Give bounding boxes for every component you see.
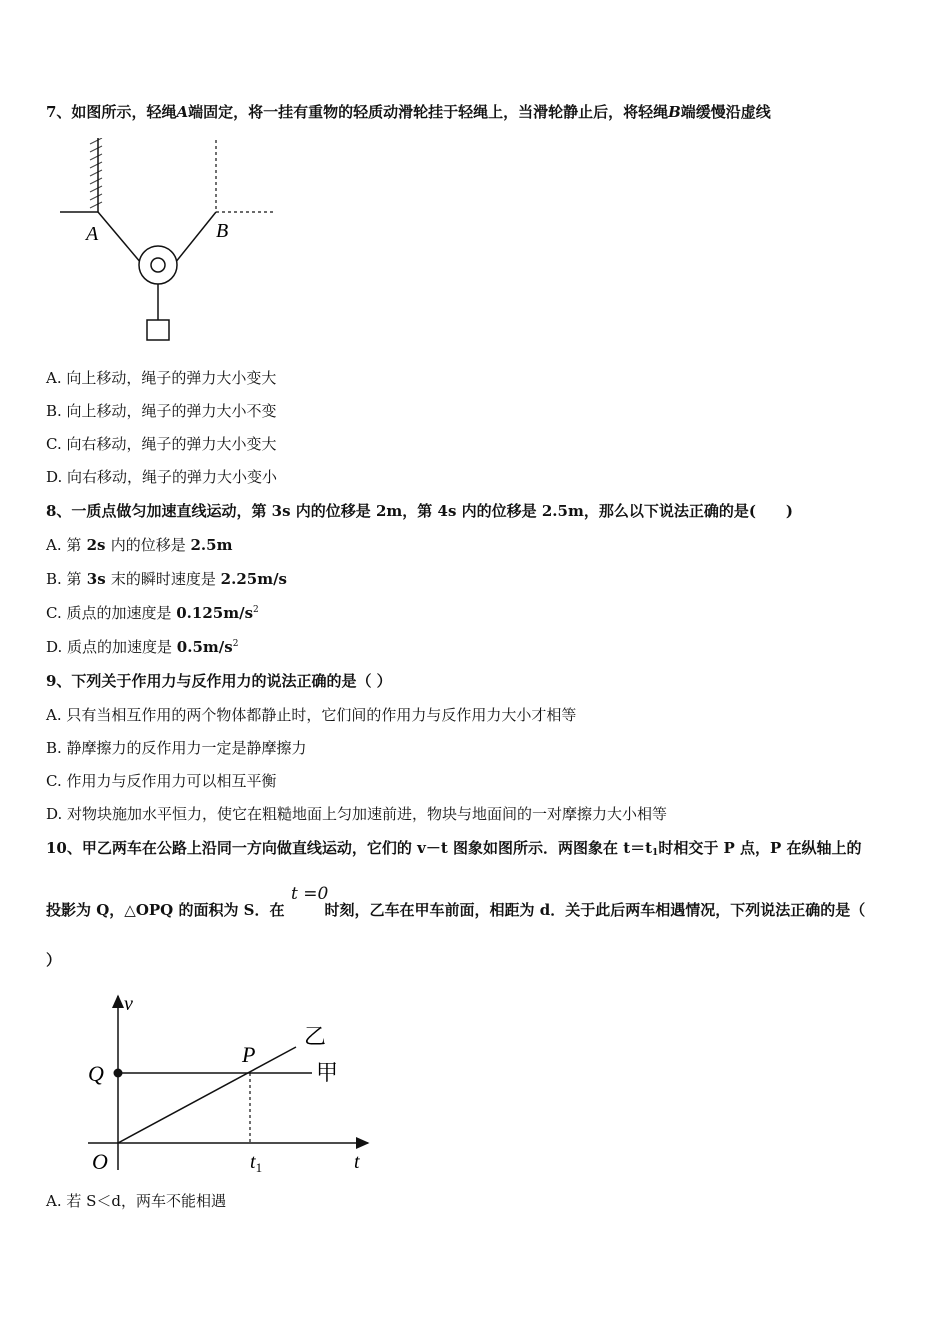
q7-option-a: A. 向上移动，绳子的弹力大小变大 <box>46 369 277 387</box>
origin-label: O <box>92 1149 108 1174</box>
label-q: Q <box>88 1061 104 1086</box>
q8-option-a: A. 第 2s 内的位移是 2.5m <box>46 536 233 554</box>
line-yi <box>118 1047 296 1143</box>
q9-option-a: A. 只有当相互作用的两个物体都静止时，它们间的作用力与反作用力大小才相等 <box>46 706 577 724</box>
q9-option-d: D. 对物块施加水平恒力，使它在粗糙地面上匀加速前进，物块与地面间的一对摩擦力大小相等 <box>46 805 668 823</box>
q8-stem: 8、一质点做匀加速直线运动，第 3s 内的位移是 2m，第 4s 内的位移是 2.5m，那么以下说法正确的是( ) <box>46 502 794 520</box>
q7-option-c: C. 向右移动，绳子的弹力大小变大 <box>46 435 277 453</box>
axis-v-label: v <box>124 993 133 1015</box>
label-yi: 乙 <box>304 1024 327 1049</box>
vt-graph <box>82 986 382 1178</box>
rope-right <box>175 212 216 263</box>
q10-option-a: A. 若 S＜d，两车不能相遇 <box>46 1192 227 1210</box>
label-a: A <box>86 223 99 245</box>
q10-stem-line2: 投影为 Q，△OPQ 的面积为 S．在 时刻，乙车在甲车前面，相距为 d．关于此后两车相遇情况，下列说法正确的是（ <box>46 901 866 919</box>
label-jia: 甲 <box>316 1060 339 1085</box>
label-t1: $t_1$ <box>250 1151 263 1175</box>
q7-option-b: B. 向上移动，绳子的弹力大小不变 <box>46 402 277 420</box>
q8-option-d: D. 质点的加速度是 $0.5m/s^2$ <box>46 638 239 656</box>
q10-stem-line1: 10、甲乙两车在公路上沿同一方向做直线运动，它们的 v－t 图象如图所示．两图象在 $t=t_1$时相交于 P 点，P 在纵轴上的 <box>46 839 862 858</box>
axis-t-label: t <box>354 1151 360 1173</box>
q9-option-c: C. 作用力与反作用力可以相互平衡 <box>46 772 277 790</box>
q8-option-b: B. 第 3s 末的瞬时速度是 2.25m/s <box>46 570 287 588</box>
q8-option-c: C. 质点的加速度是 $0.125m/s^2$ <box>46 604 259 622</box>
q9-stem: 9、下列关于作用力与反作用力的说法正确的是（ ） <box>46 672 392 690</box>
q7-option-d: D. 向右移动，绳子的弹力大小变小 <box>46 468 278 486</box>
q7-stem: 7、如图所示，轻绳A端固定，将一挂有重物的轻质动滑轮挂于轻绳上，当滑轮静止后，将轻绳B端缓慢沿虚线 <box>46 103 771 121</box>
pulley-inner <box>151 258 165 272</box>
t-equals-zero: t =0 <box>291 884 329 904</box>
weight-block <box>147 320 169 340</box>
point-q <box>114 1069 123 1078</box>
wall-hatching <box>90 138 102 208</box>
label-p: P <box>242 1042 256 1067</box>
pulley-figure <box>58 138 280 346</box>
rope-left <box>98 212 141 263</box>
label-b: B <box>216 220 229 242</box>
q9-option-b: B. 静摩擦力的反作用力一定是静摩擦力 <box>46 739 307 757</box>
q10-stem-line3: ） <box>46 951 62 969</box>
